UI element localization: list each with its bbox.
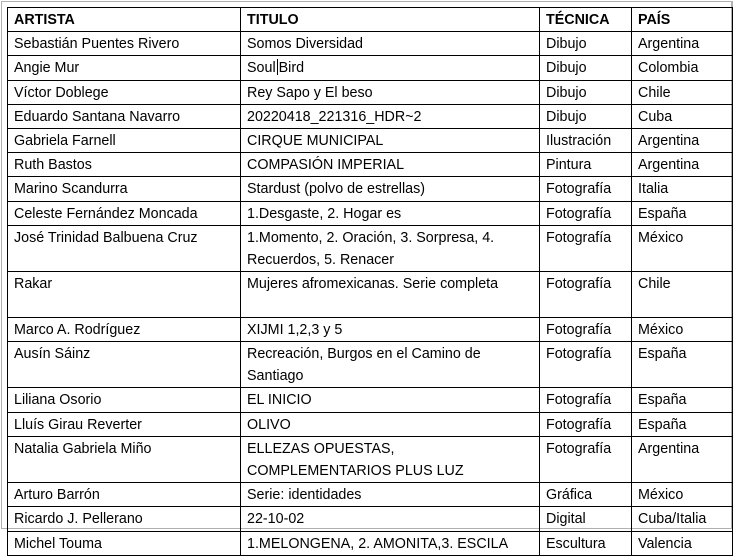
cell-tecnica: Escultura — [540, 531, 632, 555]
cell-tecnica: Gráfica — [540, 483, 632, 507]
cell-artista: Sebastián Puentes Rivero — [8, 32, 241, 56]
cell-pais: España — [632, 342, 733, 388]
table-row — [8, 80, 733, 104]
cell-artista: Ausín Sáinz — [8, 342, 241, 388]
cell-artista: Marco A. Rodríguez — [8, 317, 241, 341]
cell-tecnica: Dibujo — [540, 104, 632, 128]
cell-pais: Argentina — [632, 32, 733, 56]
cell-tecnica: Fotografía — [540, 388, 632, 412]
cell-tecnica: Digital — [540, 507, 632, 531]
cell-artista: Víctor Doblege — [8, 80, 241, 104]
table-row — [8, 483, 733, 507]
cell-pais: Argentina — [632, 153, 733, 177]
cell-titulo: Recreación, Burgos en el Camino de Santiago — [241, 342, 540, 388]
cell-pais: Chile — [632, 272, 733, 318]
table-row — [8, 56, 733, 80]
cell-pais: Valencia — [632, 531, 733, 555]
cell-titulo: Mujeres afromexicanas. Serie completa — [241, 272, 540, 318]
cell-pais: Cuba — [632, 104, 733, 128]
cell-pais: México — [632, 317, 733, 341]
cell-titulo: XIJMI 1,2,3 y 5 — [241, 317, 540, 341]
cell-tecnica: Dibujo — [540, 56, 632, 80]
table-row — [8, 436, 733, 482]
cell-titulo: ELLEZAS OPUESTAS, COMPLEMENTARIOS PLUS LUZ — [241, 436, 540, 482]
cell-pais: Italia — [632, 177, 733, 201]
table-row — [8, 32, 733, 56]
cell-titulo: 1.Desgaste, 2. Hogar es — [241, 201, 540, 225]
cell-titulo: Serie: identidades — [241, 483, 540, 507]
cell-tecnica: Fotografía — [540, 225, 632, 271]
cell-artista: Ricardo J. Pellerano — [8, 507, 241, 531]
table-row — [8, 388, 733, 412]
cell-pais: México — [632, 225, 733, 271]
cell-artista: Celeste Fernández Moncada — [8, 201, 241, 225]
cell-tecnica: Fotografía — [540, 342, 632, 388]
cell-artista: Marino Scandurra — [8, 177, 241, 201]
cell-tecnica: Fotografía — [540, 272, 632, 318]
cell-titulo: Rey Sapo y El beso — [241, 80, 540, 104]
header-tecnica: TÉCNICA — [540, 8, 632, 32]
table-row — [8, 531, 733, 555]
cell-pais: España — [632, 388, 733, 412]
cell-titulo: Stardust (polvo de estrellas) — [241, 177, 540, 201]
cell-artista: Liliana Osorio — [8, 388, 241, 412]
table-row — [8, 129, 733, 153]
cell-tecnica: Fotografía — [540, 412, 632, 436]
cell-titulo: COMPASIÓN IMPERIAL — [241, 153, 540, 177]
cell-tecnica: Dibujo — [540, 80, 632, 104]
table-row — [8, 153, 733, 177]
table-row — [8, 225, 733, 271]
artworks-table — [7, 7, 733, 556]
cell-tecnica: Fotografía — [540, 317, 632, 341]
header-row — [8, 8, 733, 32]
header-titulo: TITULO — [241, 8, 540, 32]
cell-artista: Angie Mur — [8, 56, 241, 80]
table-row — [8, 342, 733, 388]
cell-artista: Arturo Barrón — [8, 483, 241, 507]
cell-titulo: Somos Diversidad — [241, 32, 540, 56]
cell-titulo-text: Soul Bird — [247, 60, 305, 77]
cell-artista: Gabriela Farnell — [8, 129, 241, 153]
cell-pais: Cuba/Italia — [632, 507, 733, 531]
cell-titulo: 1.Momento, 2. Oración, 3. Sorpresa, 4. Recuerdos, 5. Renacer — [241, 225, 540, 271]
cell-artista: Lluís Girau Reverter — [8, 412, 241, 436]
cell-pais: Argentina — [632, 436, 733, 482]
cell-artista: Eduardo Santana Navarro — [8, 104, 241, 128]
cell-artista: Natalia Gabriela Miño — [8, 436, 241, 482]
cell-tecnica: Pintura — [540, 153, 632, 177]
cell-titulo: 1.MELONGENA, 2. AMONITA,3. ESCILA — [241, 531, 540, 555]
cell-titulo: 20220418_221316_HDR~2 — [241, 104, 540, 128]
table-row — [8, 317, 733, 341]
table-row — [8, 272, 733, 318]
cell-tecnica: Dibujo — [540, 32, 632, 56]
cell-tecnica: Fotografía — [540, 177, 632, 201]
text-cursor — [277, 59, 278, 75]
cell-titulo: 22-10-02 — [241, 507, 540, 531]
cell-artista: Michel Touma — [8, 531, 241, 555]
cell-tecnica: Fotografía — [540, 201, 632, 225]
cell-titulo-with-cursor[interactable] — [241, 56, 540, 80]
cell-artista: Rakar — [8, 272, 241, 318]
cell-pais: Colombia — [632, 56, 733, 80]
cell-pais: Argentina — [632, 129, 733, 153]
table-row — [8, 201, 733, 225]
cell-pais: España — [632, 201, 733, 225]
cell-pais: España — [632, 412, 733, 436]
cell-pais: México — [632, 483, 733, 507]
cell-titulo: EL INICIO — [241, 388, 540, 412]
table-row — [8, 177, 733, 201]
cell-tecnica: Ilustración — [540, 129, 632, 153]
table-row — [8, 104, 733, 128]
cell-pais: Chile — [632, 80, 733, 104]
header-artista: ARTISTA — [8, 8, 241, 32]
cell-artista: José Trinidad Balbuena Cruz — [8, 225, 241, 271]
table-row — [8, 507, 733, 531]
cell-titulo: CIRQUE MUNICIPAL — [241, 129, 540, 153]
cell-tecnica: Fotografía — [540, 436, 632, 482]
table-row — [8, 412, 733, 436]
cell-titulo: OLIVO — [241, 412, 540, 436]
cell-artista: Ruth Bastos — [8, 153, 241, 177]
header-pais: PAÍS — [632, 8, 733, 32]
